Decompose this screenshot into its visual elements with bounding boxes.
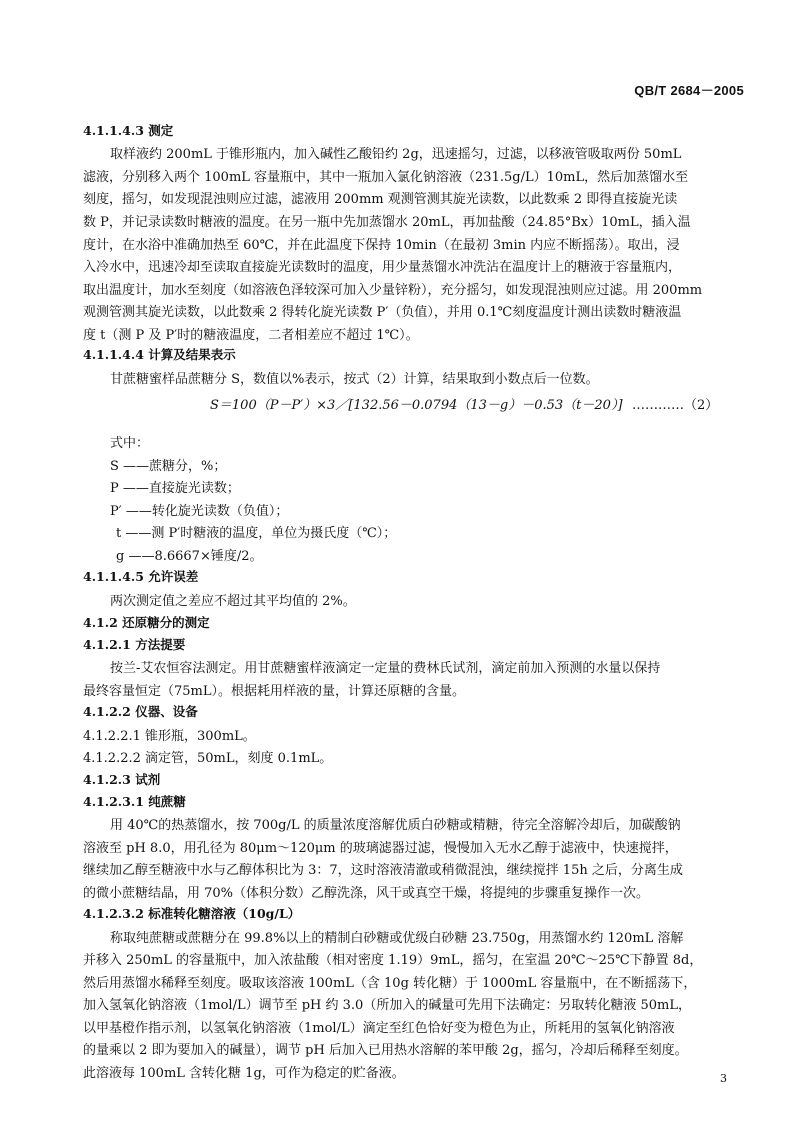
section-heading: 4.1.1.4.5 允许误差 — [83, 569, 199, 584]
section-heading: 4.1.2.2 仪器、设备 — [83, 704, 198, 719]
body-line: 甘蔗糖蜜样品蔗糖分 S，数值以%表示，按式（2）计算，结果取到小数点后一位数。 — [110, 372, 599, 387]
formula-number: …………（2） — [632, 398, 719, 413]
symbol-definition: S ——蔗糖分，%； — [110, 459, 227, 474]
section-heading: 4.1.2.1 方法提要 — [83, 637, 186, 652]
body-line: 数 P，并记录读数时糖液的温度。在另一瓶中先加蒸馏水 20mL，再加盐酸（24.85°Bx）10mL，插入温 — [83, 215, 691, 230]
body-line: 以甲基橙作指示剂，以氢氧化钠溶液（1mol/L）滴定至红色恰好变为橙色为止，所耗用的氢氧化钠溶液 — [83, 1021, 675, 1036]
symbol-definition: g ——8.6667×锤度/2。 — [116, 549, 263, 564]
formula: S＝100（P－P′）×3／[132.56－0.0794（13－g）－0.53（t－20）] — [210, 398, 623, 413]
body-line: 按兰-艾农恒容法测定。用甘蔗糖蜜样液滴定一定量的费林氏试剂，滴定前加入预测的水量以保持 — [110, 661, 661, 676]
standard-number: QB/T 2684－2005 — [634, 83, 744, 98]
body-line: 取样液约 200mL 于锥形瓶内，加入碱性乙酸铅约 2g，迅速摇匀，过滤，以移液管吸取两份 50mL — [110, 147, 682, 162]
body-line: 4.1.2.2.2 滴定管，50mL，刻度 0.1mL。 — [83, 751, 333, 766]
symbol-definition: t ——测 P′时糖液的温度，单位为摄氏度（℃）； — [116, 526, 397, 541]
body-line: 此溶液每 100mL 含转化糖 1g，可作为稳定的贮备液。 — [83, 1066, 405, 1081]
body-line: 的量乘以 2 即为要加入的碱量），调节 pH 后加入已用热水溶解的苯甲酸 2g，摇匀，冷却后稀释至刻度。 — [83, 1043, 688, 1058]
body-line: 最终容量恒定（75mL）。根据耗用样液的量，计算还原糖的含量。 — [83, 684, 466, 699]
body-line: 继续加乙醇至糖液中水与乙醇体积比为 3：7，这时溶液清澈或稍微混浊，继续搅拌 15h 之后，分离生成 — [83, 863, 683, 878]
section-heading: 4.1.2 还原糖分的测定 — [83, 615, 210, 630]
body-line: 两次测定值之差应不超过其平均值的 2%。 — [110, 594, 356, 609]
symbol-definition: P ——直接旋光读数； — [110, 481, 240, 496]
body-line: 称取纯蔗糖或蔗糖分在 99.8%以上的精制白砂糖或优级白砂糖 23.750g，用蒸馏水约 120mL 溶解 — [110, 931, 684, 946]
body-line: 度 t（测 P 及 P′时的糖液温度，二者相差应不超过 1℃）。 — [83, 328, 419, 343]
section-heading: 4.1.2.3.1 纯蔗糖 — [83, 794, 186, 809]
body-line: 并移入 250mL 的容量瓶中，加入浓盐酸（相对密度 1.19）9mL，摇匀，在室温 20℃～25℃下静置 8d， — [83, 953, 703, 968]
section-heading: 4.1.1.4.3 测定 — [83, 123, 174, 138]
body-line: 取出温度计，加水至刻度（如溶液色泽较深可加入少量锌粉），充分摇匀，如发现混浊则应过滤。用 200mm — [83, 283, 703, 298]
where-label: 式中： — [110, 436, 150, 451]
symbol-definition: P′ ——转化旋光读数（负值）； — [110, 504, 289, 519]
body-line: 用 40℃的热蒸馏水，按 700g/L 的质量浓度溶解优质白砂糖或精糖，待完全溶解冷却后，加碳酸钠 — [110, 818, 681, 833]
body-line: 加入氢氧化钠溶液（1mol/L）调节至 pH 约 3.0（所加入的碱量可先用下法确定：另取转化糖液 50mL， — [83, 998, 691, 1013]
body-line: 度计，在水浴中准确加热至 60℃，并在此温度下保持 10min（在最初 3min 内应不断摇荡）。取出，浸 — [83, 238, 680, 253]
body-line: 4.1.2.2.1 锥形瓶，300mL。 — [83, 729, 256, 744]
body-line: 入冷水中，迅速冷却至读取直接旋光读数时的温度，用少量蒸馏水冲洗沾在温度计上的糖液于容量瓶内， — [83, 260, 682, 275]
body-line: 刻度，摇匀，如发现混浊则应过滤，滤液用 200mm 观测管测其旋光读数，以此数乘 2 即得直接旋光读 — [83, 192, 678, 207]
body-line: 溶液至 pH 8.0，用孔径为 80μm～120μm 的玻璃滤器过滤，慢慢加入无水乙醇于滤液中，快速搅拌， — [83, 841, 678, 856]
body-line: 的微小蔗糖结晶，用 70%（体积分数）乙醇洗涤，风干或真空干燥，将提纯的步骤重复操作一次。 — [83, 886, 650, 901]
body-line: 然后用蒸馏水稀释至刻度。吸取该溶液 100mL（含 10g 转化糖）于 1000mL 容量瓶中，在不断摇荡下， — [83, 976, 697, 991]
section-heading: 4.1.1.4.4 计算及结果表示 — [83, 347, 236, 362]
section-heading: 4.1.2.3.2 标准转化糖溶液（10g/L） — [83, 906, 301, 921]
section-heading: 4.1.2.3 试剂 — [83, 772, 161, 787]
body-line: 观测管测其旋光读数，以此数乘 2 得转化旋光读数 P′（负值），并用 0.1℃刻度温度计测出读数时糖液温 — [83, 305, 682, 320]
body-line: 滤液，分别移入两个 100mL 容量瓶中，其中一瓶加入氯化钠溶液（231.5g/L）10mL，然后加蒸馏水至 — [83, 170, 689, 185]
page-number: 3 — [720, 1072, 727, 1085]
